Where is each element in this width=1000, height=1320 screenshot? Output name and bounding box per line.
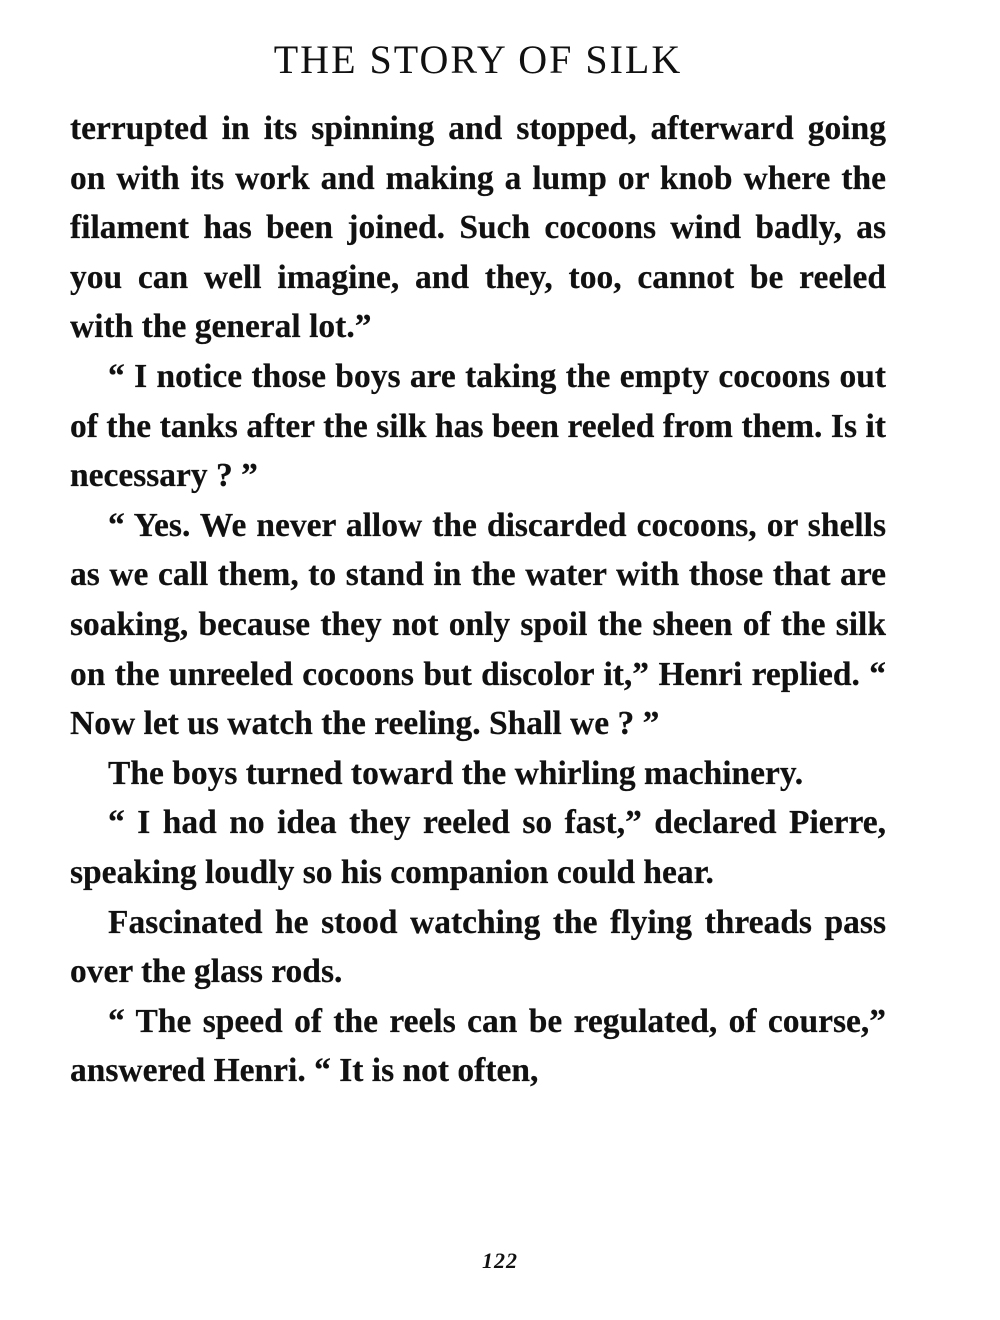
body-text xyxy=(70,104,886,1096)
paragraph: “ I had no idea they reeled so fast,” declared Pierre, speaking loudly so his companion could hear. xyxy=(70,804,886,891)
paragraph: Fascinated he stood watching the flying threads pass over the glass rods. xyxy=(70,903,886,991)
paragraph-continuation: terrupted in its spinning and stopped, afterward going on with its work and making a lump or knob where the filament has been joined. Such cocoons wind badly, as you can well imagine, and they, too, cannot be reeled with the general lot.” xyxy=(70,110,886,346)
paragraph: “ The speed of the reels can be regulated, of course,” answered Henri. “ It is not often, xyxy=(70,1002,886,1090)
book-page xyxy=(70,30,886,1096)
page-number: 122 xyxy=(482,1248,518,1273)
paragraph: The boys turned toward the whirling machinery. xyxy=(108,754,804,792)
paragraph: “ Yes. We never allow the discarded cocoons, or shells as we call them, to stand in the water with those that are soaking, because they not only spoil the sheen of the silk on the unreeled cocoons but discolor it,” Henri replied. “ Now let us watch the reeling. Shall we ? ” xyxy=(70,506,886,743)
paragraph: “ I notice those boys are taking the empty cocoons out of the tanks after the silk has been reeled from them. Is it necessary ? ” xyxy=(70,357,886,495)
running-title: THE STORY OF SILK xyxy=(273,37,683,82)
